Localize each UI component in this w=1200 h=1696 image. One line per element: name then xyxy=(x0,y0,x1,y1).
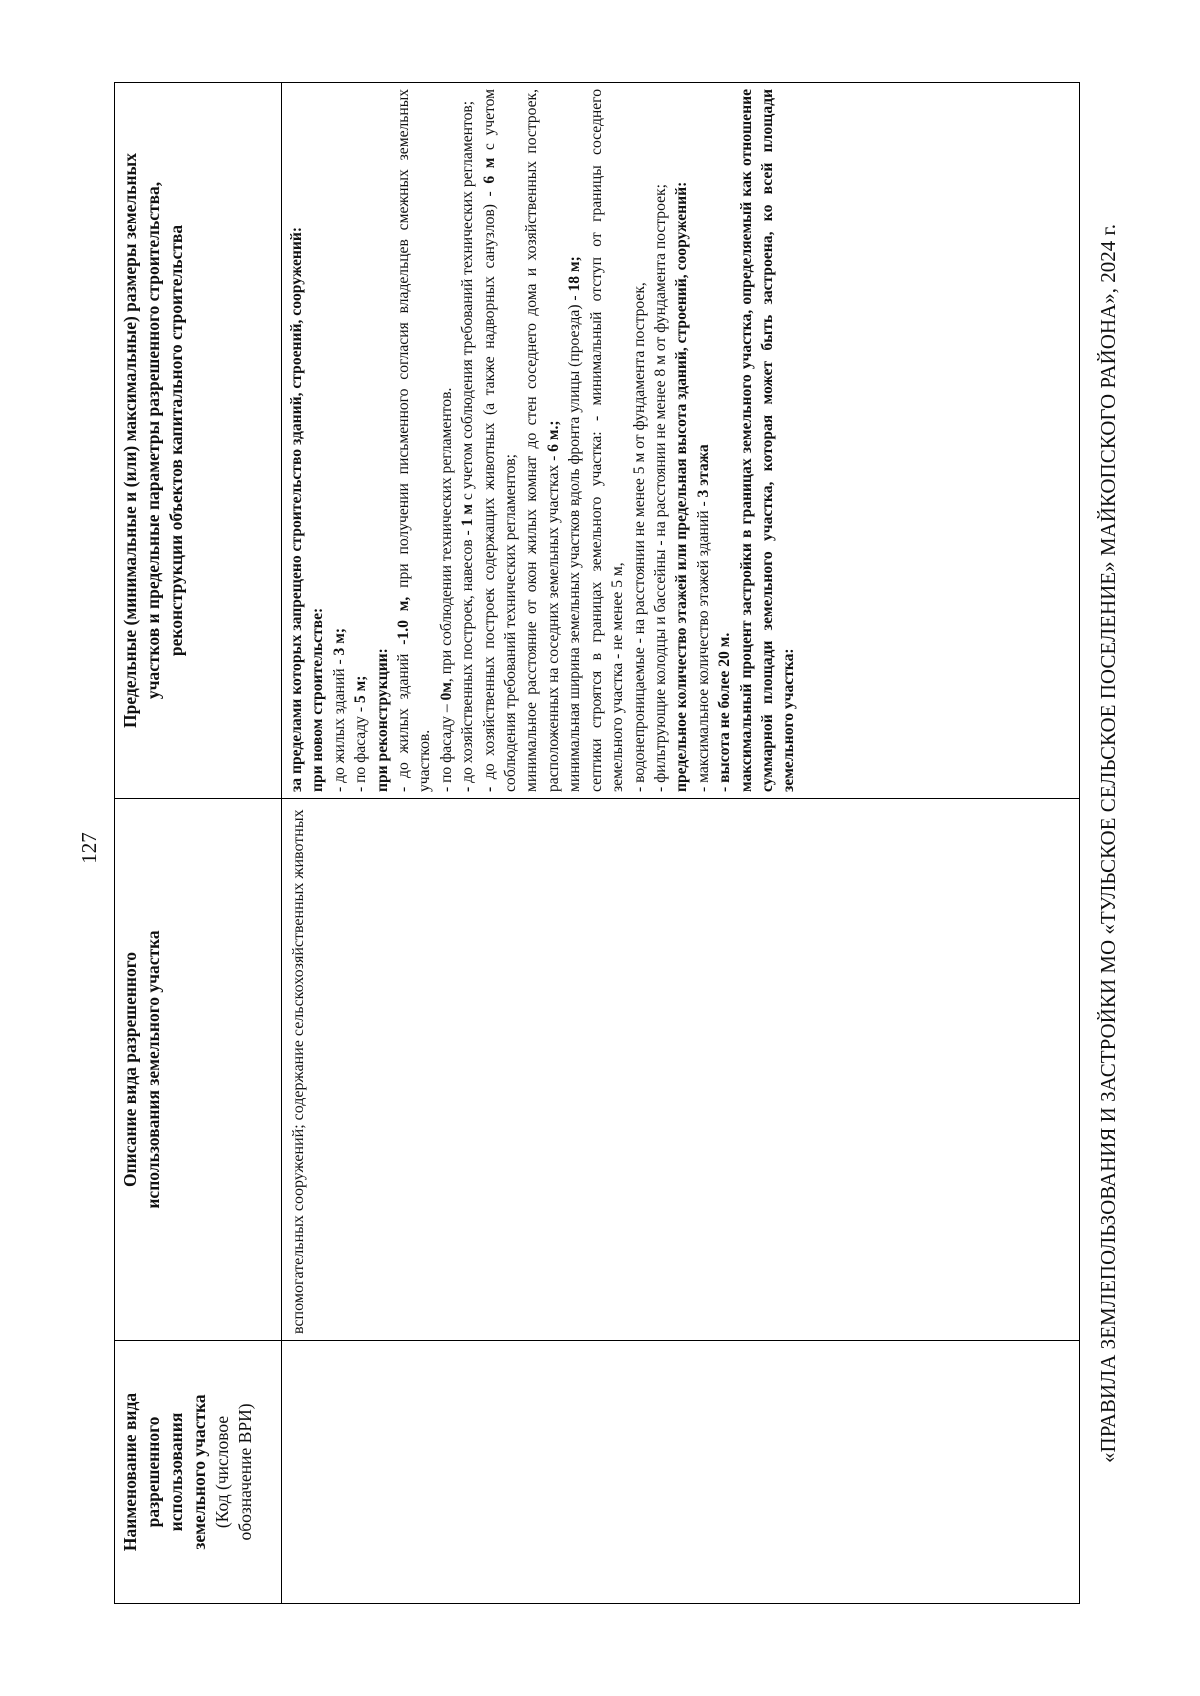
param-text: -1.0 м, xyxy=(395,596,413,645)
param-line xyxy=(650,89,671,792)
param-text: при новом строительстве: xyxy=(309,607,327,792)
param-line xyxy=(350,89,371,792)
param-line xyxy=(329,89,350,792)
header-description-column: Описание вида разрешенного использования земельного участка xyxy=(115,799,282,1341)
param-line xyxy=(521,89,564,792)
param-text: - водонепроницаемые - на расстоянии не менее 5 м от фундамента построек, xyxy=(630,282,648,792)
param-line xyxy=(671,89,692,792)
param-text: - по фасаду - xyxy=(352,703,370,792)
param-text: при реконструкции: xyxy=(373,648,391,792)
param-text: - максимальное количество этажей зданий - xyxy=(694,497,712,792)
param-text: 6 м.; xyxy=(544,420,562,452)
param-text: минимальное расстояние от окон жилых комнат до стен соседнего дома и хозяйственных построек, расположенных на соседних земельных участках - xyxy=(523,89,562,792)
param-line xyxy=(629,89,650,792)
param-line xyxy=(714,89,735,792)
page-number: 127 xyxy=(77,832,101,864)
code-cell xyxy=(282,1341,1080,1604)
param-text: 3 м; xyxy=(330,627,348,656)
param-text: - xyxy=(459,786,477,792)
param-text: - по фасаду – xyxy=(437,700,455,792)
description-cell: вспомогательных сооружений; содержание сельскохозяйственных животных xyxy=(282,799,1080,1341)
param-text: предельное количество этажей или предельная высота зданий, строений, сооружений: xyxy=(673,181,691,792)
param-line xyxy=(286,89,307,792)
param-line xyxy=(586,89,629,792)
param-text: 3 этажа xyxy=(694,444,712,498)
param-text: минимальная ширина земельных участков вдоль фронта улицы (проезда) - xyxy=(566,291,584,792)
param-text: 18 м; xyxy=(566,256,584,292)
param-text: - xyxy=(480,786,498,792)
header-code-column: Наименование вида разрешенного использования земельного участка (Код (числовое обозначение ВРИ) xyxy=(115,1341,282,1604)
param-text: - фильтрующие колодцы и бассейны - на расстоянии не менее 8 м от фундамента построек; xyxy=(651,184,669,792)
param-text: 5 м; xyxy=(352,675,370,704)
param-text: максимальный процент застройки в границах земельного участка, определяемый как отношение суммарной площади земельного участка, которая может быть застроена, ко всей площади земельного участка: xyxy=(737,89,798,792)
param-text: септики строятся в границах земельного участка: - минимальный отступ от границы соседнего земельного участка - не менее 5 м, xyxy=(587,89,627,792)
param-text: до хозяйственных построек, навесов - xyxy=(459,526,477,787)
param-text: за пределами которых запрещено строительство зданий, строений, сооружений: xyxy=(288,226,305,792)
param-line xyxy=(436,89,457,792)
param-line xyxy=(479,89,522,792)
param-text: 1 м xyxy=(459,504,477,527)
param-line xyxy=(457,89,478,792)
param-text: до хозяйственных построек содержащих животных (а также надворных санузлов) - xyxy=(480,183,498,787)
param-line xyxy=(693,89,714,792)
param-text: , при соблюдении технических регламентов. xyxy=(437,387,455,683)
param-line xyxy=(736,89,800,792)
table-header-row xyxy=(115,83,282,1604)
params-cell xyxy=(282,83,1080,799)
param-line xyxy=(372,89,393,792)
param-text: - до жилых зданий xyxy=(395,644,413,792)
param-text: - высота не более 20 м. xyxy=(716,632,734,792)
regulations-table xyxy=(114,82,1080,1604)
header-params-column: Предельные (минимальные и (или) максимальные) размеры земельных участков и предельные параметры разрешенного строительства, реконструкции объектов капитального строительства xyxy=(115,83,282,799)
param-line xyxy=(393,89,436,792)
document-footer: «ПРАВИЛА ЗЕМЛЕПОЛЬЗОВАНИЯ И ЗАСТРОЙКИ МО «ТУЛЬСКОЕ СЕЛЬСКОЕ ПОСЕЛЕНИЕ» МАЙКОПСКОГО РАЙОНА», 2024 г. xyxy=(1096,224,1120,1463)
param-text: с учетом соблюдения требований технических регламентов; xyxy=(459,100,477,505)
param-text: при получении письменного согласия владельцев смежных земельных участков. xyxy=(395,88,434,792)
table-row xyxy=(282,83,1080,1604)
param-line xyxy=(307,89,328,792)
param-text: 0м xyxy=(437,682,455,701)
param-text: - до жилых зданий - xyxy=(330,655,348,792)
param-text: 6 м xyxy=(480,157,498,184)
param-text: с учетом соблюдения требований технических регламентов; xyxy=(480,89,520,792)
param-line xyxy=(564,89,585,792)
